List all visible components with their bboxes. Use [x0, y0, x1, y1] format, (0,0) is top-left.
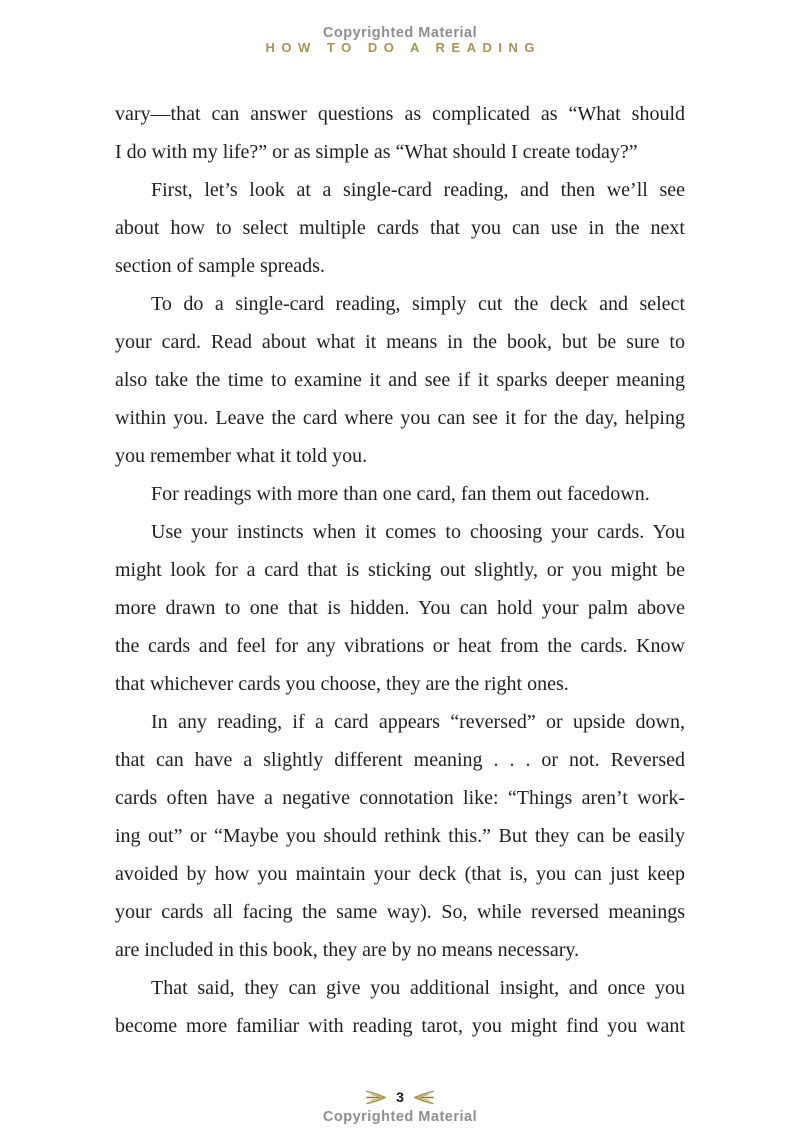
text-line: In any reading, if a card appears “reversed” or upside down, — [151, 711, 685, 733]
text-line: about how to select multiple cards that you can use in the next — [115, 217, 685, 239]
text-line: To do a single-card reading, simply cut the deck and select — [151, 293, 685, 315]
text-line: become more familiar with reading tarot, you might find you want — [115, 1015, 685, 1037]
paragraph — [115, 513, 685, 703]
text-line: you remember what it told you. — [115, 445, 368, 467]
paragraph — [115, 703, 685, 969]
text-line: For readings with more than one card, fan them out facedown. — [151, 483, 650, 505]
page-header — [0, 26, 800, 55]
text-line: within you. Leave the card where you can see it for the day, helping — [115, 407, 685, 429]
text-line: avoided by how you maintain your deck (that is, you can just keep — [115, 863, 685, 885]
fan-rays-ornament-icon — [413, 1090, 434, 1105]
paragraph — [115, 95, 685, 171]
copyright-notice-top: Copyrighted Material — [322, 25, 478, 41]
text-line: section of sample spreads. — [115, 255, 325, 277]
copyright-notice-bottom: Copyrighted Material — [322, 1109, 478, 1125]
page-number-row — [0, 1087, 800, 1107]
text-line: I do with my life?” or as simple as “What should I create today?” — [115, 141, 638, 163]
text-line: are included in this book, they are by no means necessary. — [115, 939, 580, 961]
text-line: might look for a card that is sticking out slightly, or you might be — [115, 559, 685, 581]
text-line: that can have a slightly different meaning . . . or not. Reversed — [115, 749, 685, 771]
text-line: the cards and feel for any vibrations or heat from the cards. Know — [115, 635, 685, 657]
text-line: more drawn to one that is hidden. You can hold your palm above — [115, 597, 685, 619]
text-line: ing out” or “Maybe you should rethink this.” But they can be easily — [115, 825, 685, 847]
paragraph — [115, 285, 685, 475]
text-line: That said, they can give you additional insight, and once you — [151, 977, 685, 999]
paragraph — [115, 171, 685, 285]
text-line: that whichever cards you choose, they are the right ones. — [115, 673, 569, 695]
text-line: your cards all facing the same way). So, while reversed meanings — [115, 901, 685, 923]
paragraph — [115, 475, 685, 513]
text-line: First, let’s look at a single-card reading, and then we’ll see — [151, 179, 685, 201]
page-footer — [0, 1087, 800, 1125]
text-line: your card. Read about what it means in the book, but be sure to — [115, 331, 685, 353]
paragraph — [115, 969, 685, 1045]
text-line: Use your instincts when it comes to choosing your cards. You — [151, 521, 685, 543]
page-number: 3 — [396, 1089, 404, 1105]
text-line: vary—that can answer questions as complicated as “What should — [115, 103, 685, 125]
text-line: cards often have a negative connotation like: “Things aren’t work- — [115, 787, 685, 809]
text-line: also take the time to examine it and see if it sparks deeper meaning — [115, 369, 685, 391]
fan-rays-ornament-icon — [366, 1090, 387, 1105]
body-text — [115, 95, 685, 1045]
running-head-title: HOW TO DO A READING — [265, 40, 541, 55]
